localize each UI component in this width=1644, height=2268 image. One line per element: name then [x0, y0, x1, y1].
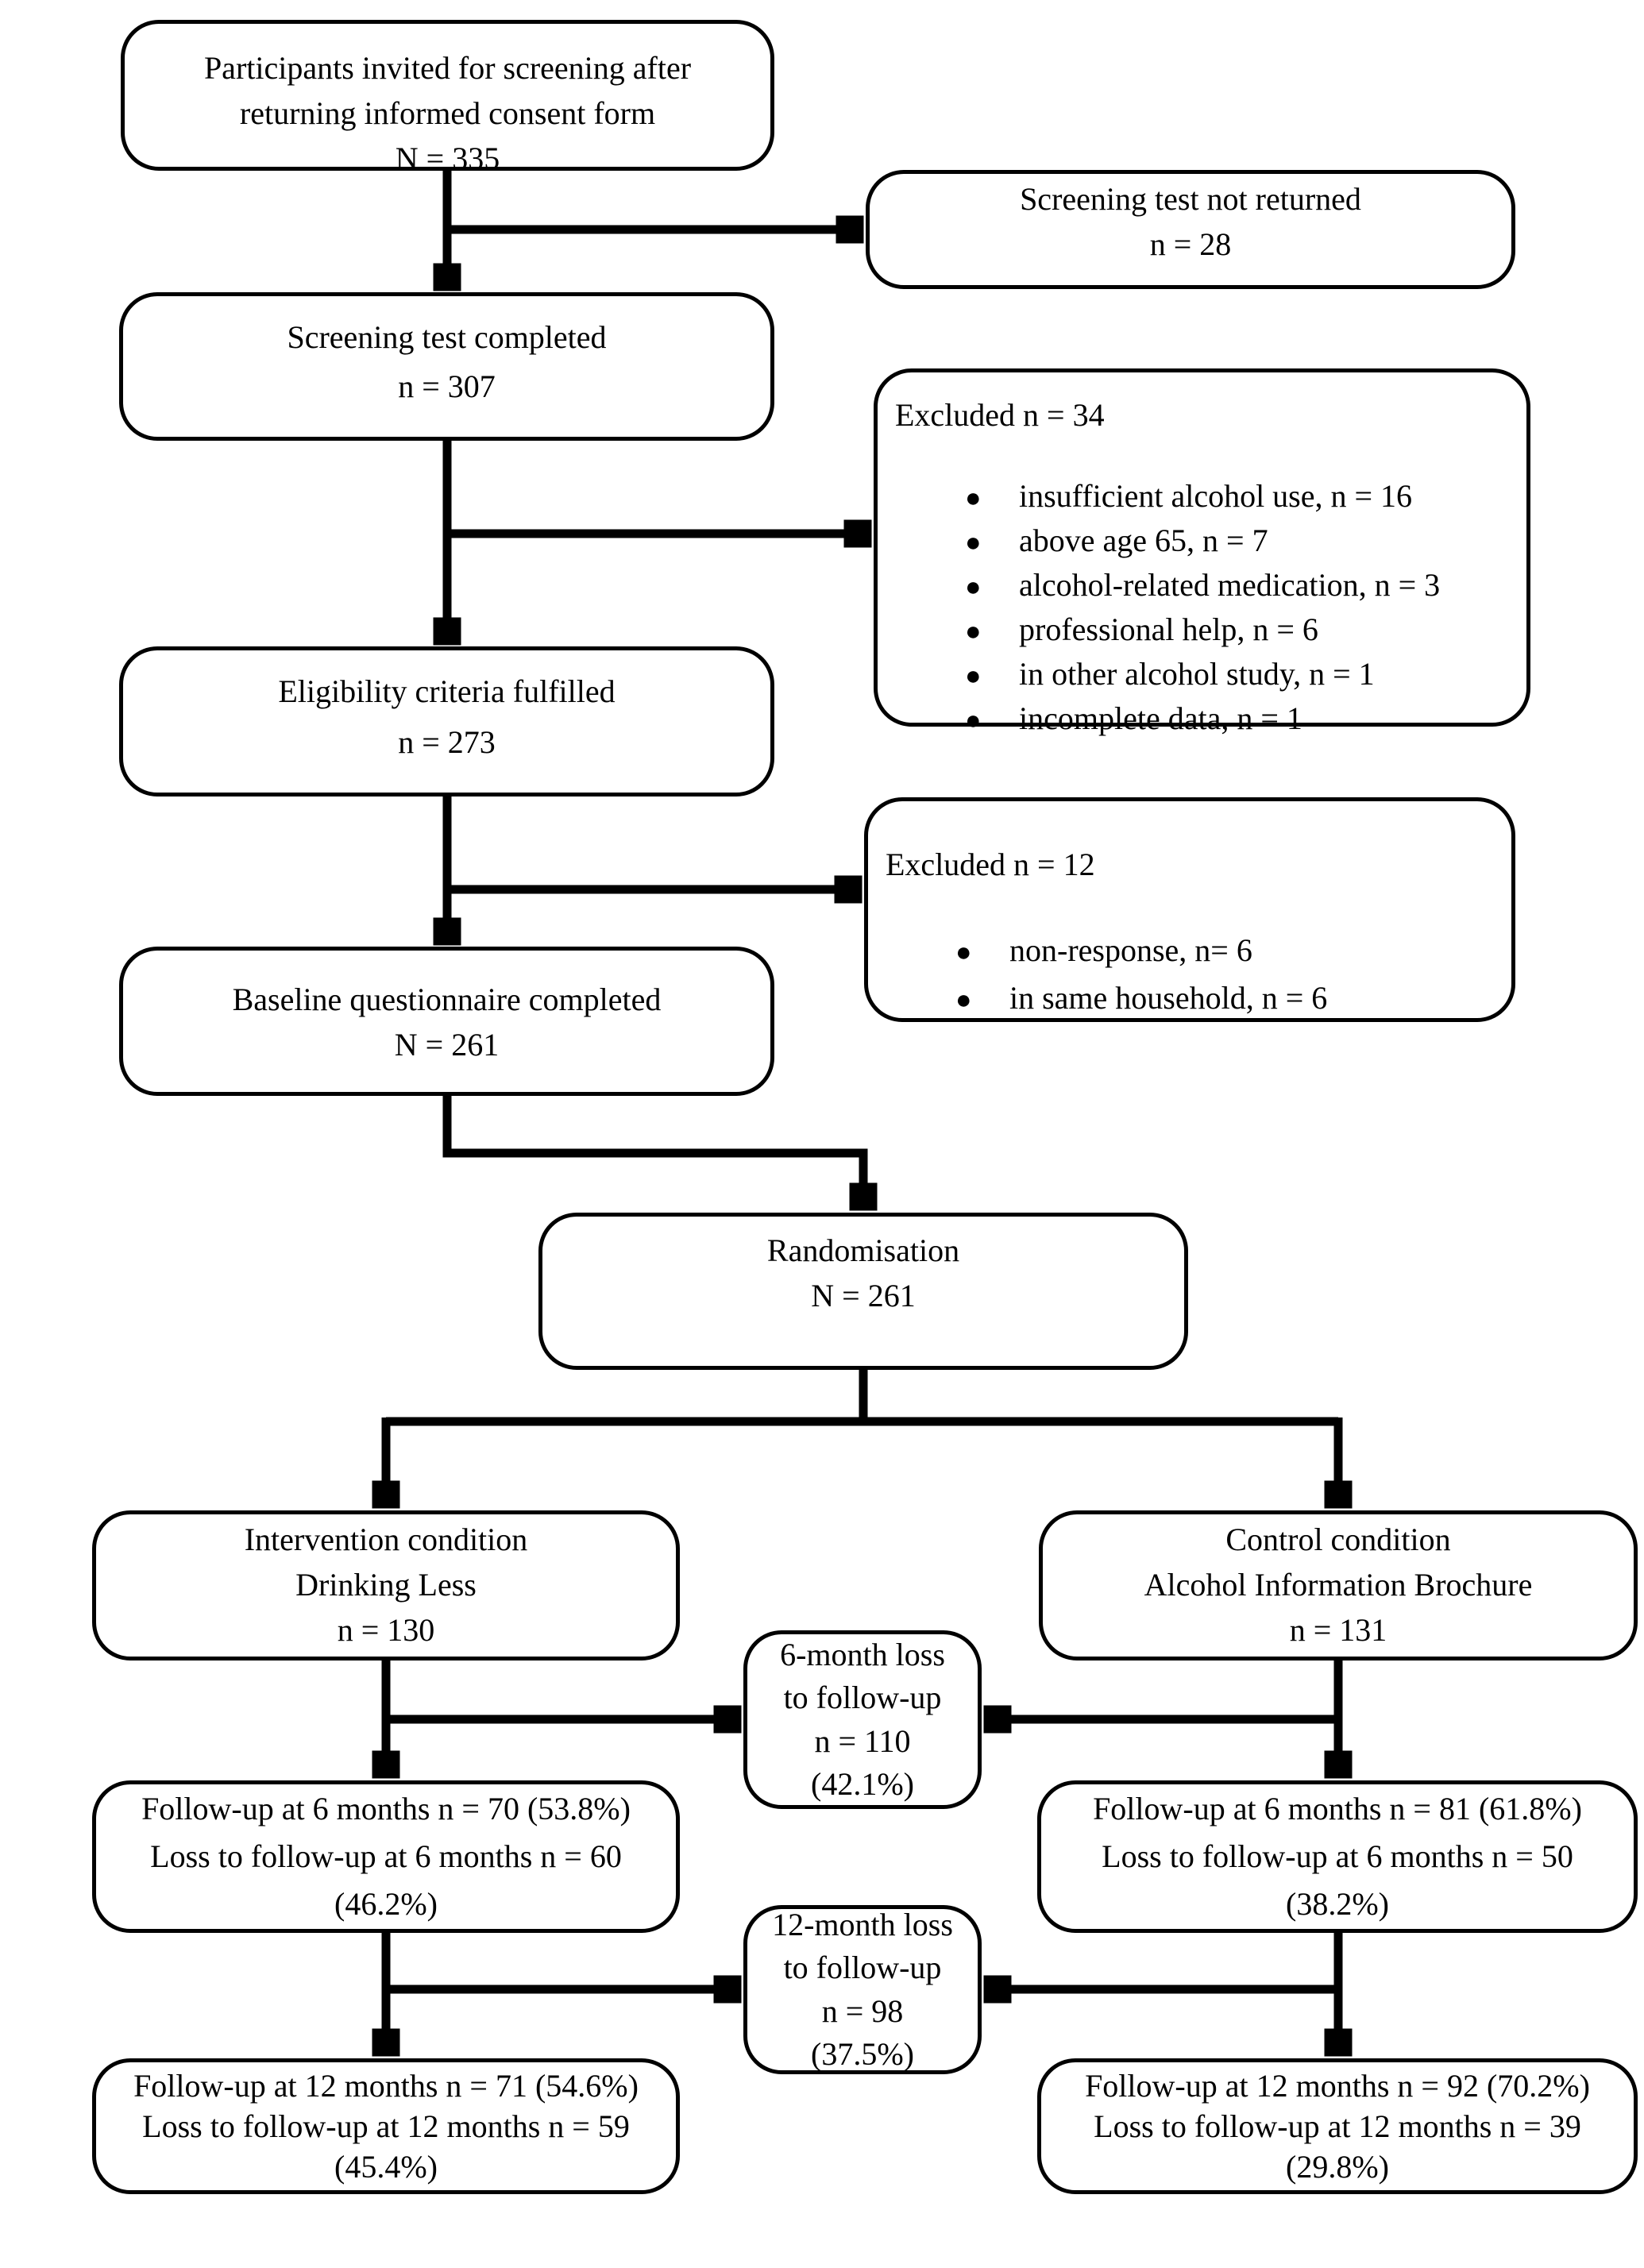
- box-line: Drinking Less: [295, 1567, 477, 1603]
- box-6-month-loss: [743, 1630, 982, 1809]
- bullet-icon: ●: [965, 572, 982, 602]
- box-line: Participants invited for screening after: [203, 50, 692, 86]
- box-followup-12-intervention: [92, 2058, 680, 2194]
- excluded-bullet-list: [895, 475, 1507, 742]
- bullet-icon: ●: [965, 527, 982, 557]
- box-line: to follow-up: [783, 1680, 942, 1716]
- bullet-text: alcohol-related medication, n = 3: [1019, 566, 1441, 603]
- box-line: Loss to follow-up at 6 months n = 60: [150, 1838, 622, 1874]
- bullet-text: insufficient alcohol use, n = 16: [1019, 477, 1413, 514]
- box-participants-invited: [121, 20, 774, 176]
- bullet-text: above age 65, n = 7: [1019, 522, 1268, 558]
- box-line: n = 130: [337, 1611, 435, 1648]
- bullet-item: [895, 519, 1507, 564]
- excluded-title: Excluded n = 12: [886, 847, 1095, 882]
- box-line: n = 273: [398, 724, 496, 761]
- bullet-item: [895, 653, 1507, 697]
- box-line: Intervention condition: [244, 1522, 528, 1558]
- bullet-icon: ●: [955, 985, 972, 1015]
- bullet-item: [886, 928, 1492, 975]
- box-line: n = 110: [814, 1722, 911, 1759]
- excluded-title: Excluded n = 34: [895, 397, 1105, 433]
- box-line: (45.4%): [334, 2149, 438, 2185]
- bullet-item: [895, 608, 1507, 653]
- bullet-icon: ●: [955, 937, 972, 967]
- box-excluded-34: [874, 368, 1530, 736]
- bullet-item: [895, 697, 1507, 742]
- box-line: N = 335: [395, 140, 500, 176]
- box-intervention-condition: [92, 1510, 680, 1660]
- box-baseline-completed: [119, 947, 774, 1096]
- box-line: Screening test completed: [287, 319, 607, 355]
- bullet-item: [895, 475, 1507, 519]
- bullet-text: in same household, n = 6: [1009, 979, 1328, 1016]
- bullet-item: [886, 975, 1492, 1023]
- box-line: Follow-up at 6 months n = 70 (53.8%): [141, 1791, 631, 1826]
- box-line: (37.5%): [811, 2035, 914, 2072]
- box-followup-12-control: [1037, 2058, 1638, 2194]
- box-12-month-loss: [743, 1905, 982, 2074]
- bullet-text: incomplete data, n = 1: [1019, 700, 1302, 736]
- box-line: (29.8%): [1286, 2149, 1389, 2185]
- box-screening-completed: [119, 292, 774, 441]
- arrow-baseline-to-randomisation: [447, 1096, 863, 1208]
- box-excluded-12: [864, 797, 1515, 1022]
- box-line: Baseline questionnaire completed: [232, 982, 662, 1017]
- box-line: n = 307: [398, 368, 496, 405]
- box-line: Alcohol Information Brochure: [1144, 1567, 1533, 1603]
- box-line: n = 131: [1289, 1611, 1387, 1648]
- bullet-text: in other alcohol study, n = 1: [1019, 655, 1375, 692]
- box-line: Eligibility criteria fulfilled: [278, 673, 616, 709]
- bullet-icon: ●: [965, 483, 982, 513]
- box-line: n = 28: [1149, 226, 1232, 262]
- box-control-condition: [1039, 1510, 1638, 1660]
- box-line: returning informed consent form: [239, 94, 656, 131]
- box-line: to follow-up: [783, 1950, 942, 1986]
- box-line: (46.2%): [334, 1886, 438, 1922]
- excluded-bullet-list: [886, 928, 1492, 1023]
- box-screening-not-returned: [866, 170, 1515, 289]
- box-line: 6-month loss: [780, 1636, 945, 1672]
- bullet-text: non-response, n= 6: [1009, 932, 1252, 968]
- bullet-icon: ●: [965, 616, 982, 646]
- box-line: Follow-up at 6 months n = 81 (61.8%): [1093, 1791, 1582, 1826]
- box-line: Screening test not returned: [1020, 181, 1361, 218]
- box-line: Loss to follow-up at 12 months n = 59: [142, 2108, 630, 2144]
- box-line: Loss to follow-up at 6 months n = 50: [1102, 1838, 1573, 1874]
- box-line: Follow-up at 12 months n = 92 (70.2%): [1085, 2067, 1590, 2104]
- box-line: N = 261: [394, 1026, 500, 1063]
- box-line: Loss to follow-up at 12 months n = 39: [1094, 2108, 1581, 2144]
- box-line: n = 98: [821, 1992, 904, 2029]
- bullet-icon: ●: [965, 661, 982, 691]
- bullet-icon: ●: [965, 705, 982, 735]
- box-line: N = 261: [811, 1278, 916, 1313]
- box-eligibility-fulfilled: [119, 646, 774, 796]
- box-randomisation: [538, 1213, 1188, 1370]
- box-line: 12-month loss: [772, 1906, 953, 1942]
- bullet-text: professional help, n = 6: [1019, 611, 1318, 647]
- box-followup-6-intervention: [92, 1780, 680, 1933]
- box-line: Randomisation: [766, 1232, 960, 1269]
- box-line: Follow-up at 12 months n = 71 (54.6%): [133, 2067, 639, 2104]
- box-line: (38.2%): [1286, 1886, 1389, 1922]
- bullet-item: [895, 564, 1507, 608]
- box-line: (42.1%): [811, 1765, 914, 1802]
- box-line: Control condition: [1225, 1522, 1451, 1558]
- box-followup-6-control: [1037, 1780, 1638, 1933]
